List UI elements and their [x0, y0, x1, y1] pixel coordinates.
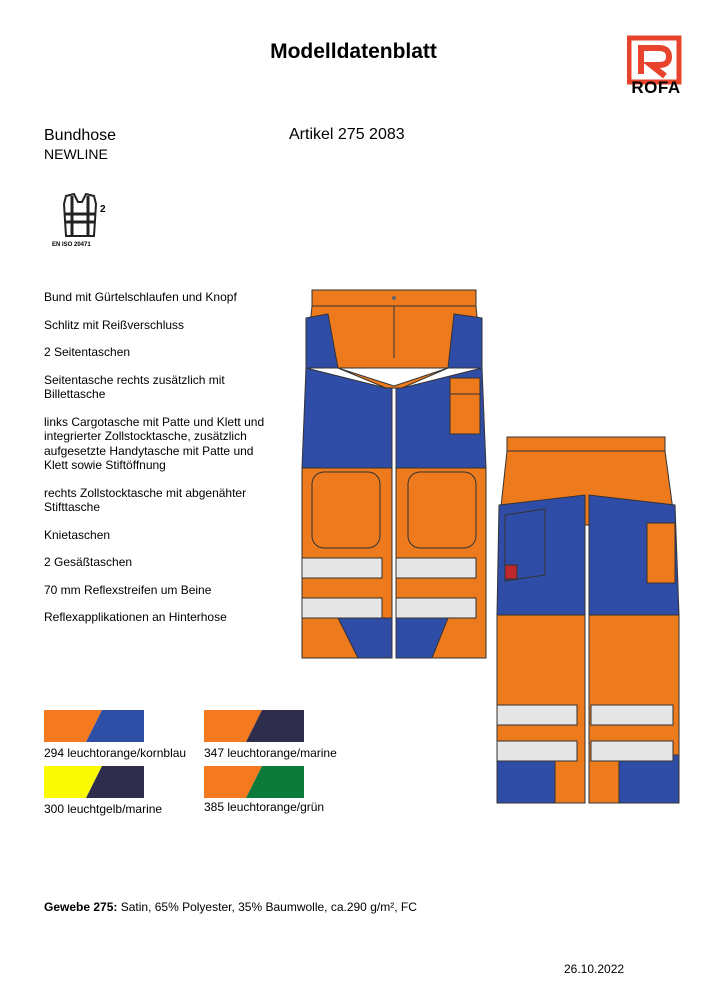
- product-line: NEWLINE: [44, 146, 108, 162]
- color-label: 385 leuchtorange/grün: [204, 800, 325, 814]
- hi-vis-vest-icon: [56, 192, 112, 240]
- feature-item: Seitentasche rechts zusätzlich mit Billettasche: [44, 372, 225, 401]
- color-label: 347 leuchtorange/marine: [204, 746, 337, 760]
- fabric-text: Satin, 65% Polyester, 35% Baumwolle, ca.290 g/m², FC: [120, 900, 417, 914]
- feature-item: rechts Zollstocktasche mit abgenähter Stifttasche: [44, 485, 247, 514]
- article-number: Artikel 275 2083: [289, 126, 405, 143]
- document-date: 26.10.2022: [564, 962, 625, 976]
- color-swatch-294: [44, 710, 144, 742]
- color-label: 294 leuchtorange/kornblau: [44, 746, 187, 760]
- page-title: Modelldatenblatt: [270, 40, 437, 63]
- feature-item: links Cargotasche mit Patte und Klett und integrierter Zollstocktasche, zusätzlich aufgesetzte Handytasche mit Patte und Klett sowie Stiftöffnung: [44, 414, 265, 472]
- product-name-block: [44, 126, 116, 164]
- feature-item: Knietaschen: [44, 527, 111, 542]
- color-swatch-grid: [44, 710, 364, 820]
- feature-item: Schlitz mit Reißverschluss: [44, 317, 185, 332]
- feature-item: 2 Gesäßtaschen: [44, 555, 133, 569]
- certification-class: 2: [100, 204, 106, 215]
- color-swatch-385: [204, 766, 304, 798]
- feature-item: Bund mit Gürtelschlaufen und Knopf: [44, 290, 237, 304]
- product-name: Bundhose: [44, 127, 117, 144]
- trousers-back-drawing: [495, 435, 681, 807]
- feature-item: 70 mm Reflexstreifen um Beine: [44, 582, 212, 597]
- trousers-front-drawing: [298, 288, 490, 663]
- fabric-info: [44, 900, 417, 914]
- feature-list: [44, 290, 284, 638]
- certification-standard: EN ISO 20471: [52, 242, 91, 248]
- color-label: 300 leuchtgelb/marine: [44, 802, 163, 816]
- feature-item: 2 Seitentaschen: [44, 345, 131, 359]
- color-swatch-300: [44, 766, 144, 798]
- feature-item: Reflexapplikationen an Hinterhose: [44, 610, 227, 624]
- fabric-label: Gewebe 275:: [44, 900, 118, 914]
- certification-badge: [48, 192, 118, 254]
- brand-wordmark: ROFA: [631, 78, 681, 97]
- color-swatch-347: [204, 710, 304, 742]
